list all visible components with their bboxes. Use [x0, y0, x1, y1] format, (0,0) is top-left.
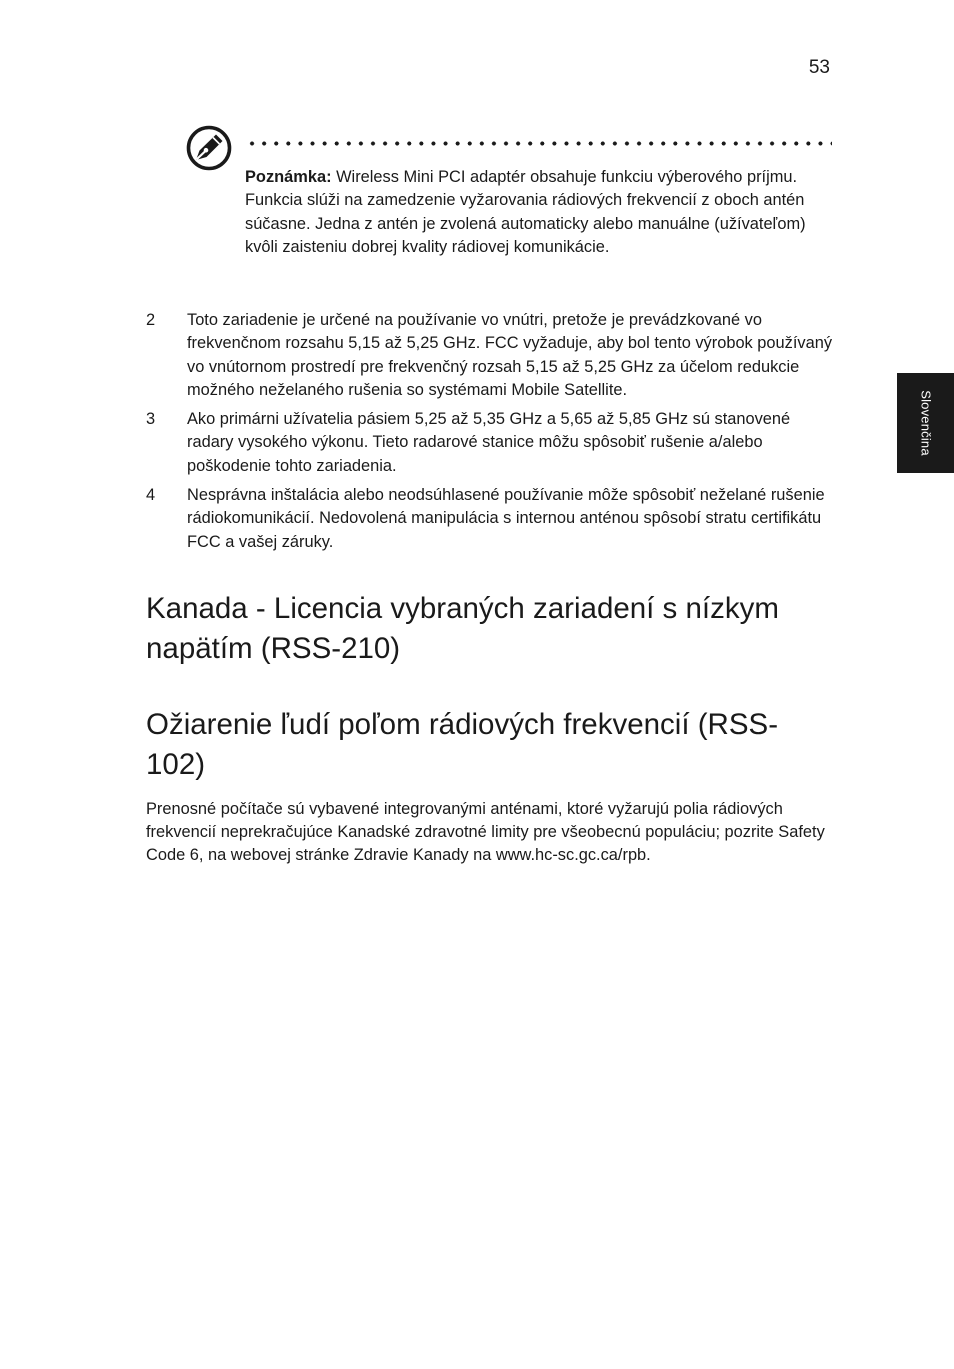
pen-note-icon — [186, 125, 232, 171]
rf-exposure-paragraph: Prenosné počítače sú vybavené integrovanými anténami, ktoré vyžarujú polia rádiových frekvencií neprekračujúce Kanadské zdravotné limity pre všeobecnú populáciu; pozrite Safety Code 6, na webovej stránke Zdravie Kanady na www.hc-sc.gc.ca/rpb. — [146, 800, 825, 864]
list-item — [146, 484, 836, 554]
side-tab-label: Slovenčina — [918, 390, 933, 456]
note-lead: Poznámka: — [245, 168, 332, 186]
list-item-text: Ako primárni užívatelia pásiem 5,25 až 5,35 GHz a 5,65 až 5,85 GHz sú stanovené radary vysokého výkonu. Tieto radarové stanice môžu spôsobiť rušenie a/alebo poškodenie tohto zariadenia. — [187, 410, 791, 475]
list-item-number: 3 — [146, 410, 156, 428]
list-item — [146, 408, 836, 478]
page-number: 53 — [808, 57, 830, 78]
language-side-tab — [897, 373, 954, 473]
heading-canada-licence: Kanada - Licencia vybraných zariadení s nízkym napätím (RSS-210) — [146, 592, 779, 665]
list-item — [146, 309, 836, 403]
list-item-number: 2 — [146, 311, 156, 329]
note-dotted-divider — [246, 141, 832, 146]
heading-rf-exposure: Ožiarenie ľudí poľom rádiových frekvencií (RSS-102) — [146, 708, 779, 781]
note-body: Wireless Mini PCI adaptér obsahuje funkciu výberového príjmu. Funkcia slúži na zamedzenie vyžarovania rádiových frekvencií z oboch antén súčasne. Jedna z antén je zvolená automaticky alebo manuálne (užívateľom) kvôli zaisteniu dobrej kvality rádiovej komunikácie. — [245, 168, 806, 257]
note-text — [245, 166, 825, 260]
list-item-text: Toto zariadenie je určené na používanie vo vnútri, pretože je prevádzkované vo frekvenčnom rozsahu 5,15 až 5,25 GHz. FCC vyžaduje, aby bol tento výrobok používaný vo vnútornom prostredí pre frekvenčný rozsah 5,15 až 5,25 GHz za účelom redukcie možného neželaného rušenia so systémami Mobile Satellite. — [187, 311, 833, 400]
list-item-number: 4 — [146, 486, 156, 504]
list-item-text: Nesprávna inštalácia alebo neodsúhlasené používanie môže spôsobiť neželané rušenie rádiokomunikácií. Nedovolená manipulácia s internou anténou spôsobí stratu certifikátu FCC a vašej záruky. — [187, 486, 825, 551]
